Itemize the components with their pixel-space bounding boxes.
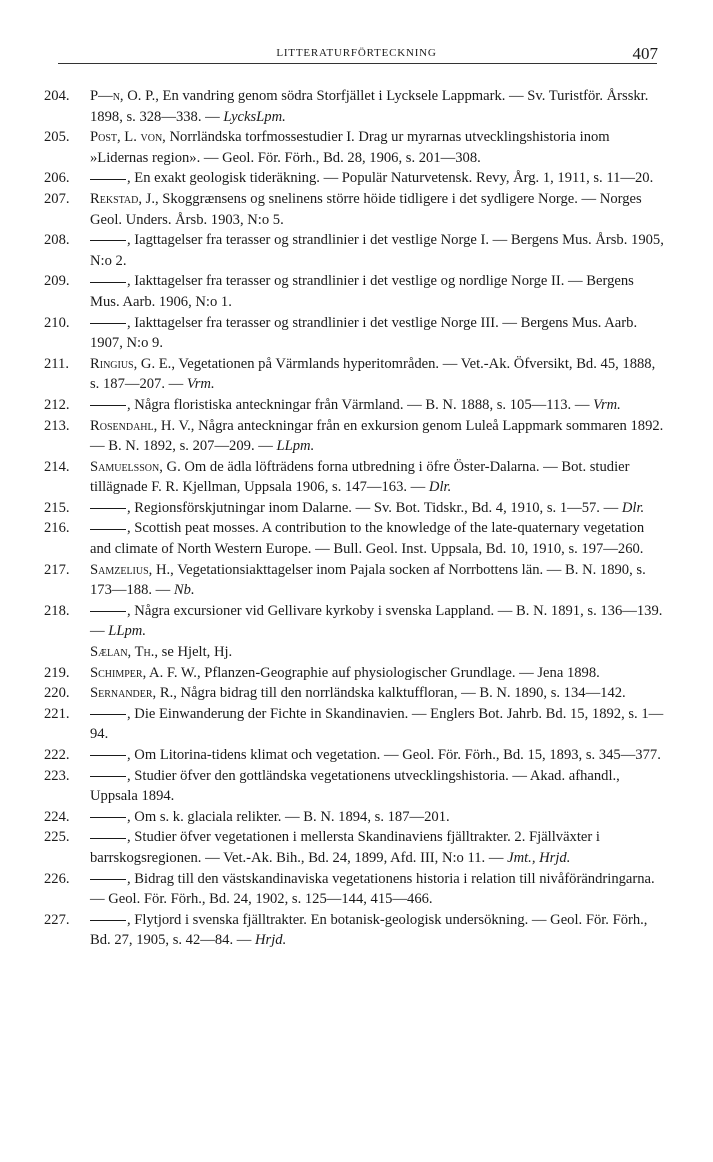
- region-abbreviation: Vrm.: [593, 396, 621, 413]
- entry-number: 212.: [44, 396, 70, 413]
- bibliography-entry: [44, 560, 664, 601]
- entry-text: Om de ädla löfträdens forna utbredning i öfre Öster-Dalarna. — Bot. studier tillägnade F. R. Kjellman, Uppsala 1906, s. 147—163. —: [90, 458, 630, 496]
- region-abbreviation: LycksLpm.: [223, 108, 286, 125]
- ditto-dash: [90, 714, 126, 715]
- entry-author: Sernander, R.,: [90, 685, 177, 702]
- bibliography-entry: [44, 869, 664, 910]
- entry-author: Rosendahl, H. V.,: [90, 417, 195, 434]
- entry-text: En vandring genom södra Storfjället i Lycksele Lappmark. — Sv. Turistför. Årsskr. 1898, s. 328—338. —: [90, 88, 649, 125]
- entry-number: 207.: [44, 190, 70, 207]
- bibliography-entry: [44, 663, 664, 684]
- entry-number: 213.: [44, 417, 70, 434]
- bibliography-entry: [44, 86, 664, 127]
- entry-text: Vegetationen på Värmlands hyperitområden. — Vet.-Ak. Öfversikt, Bd. 45, 1888, s. 187—207. —: [90, 355, 656, 393]
- entry-text: , Iakttagelser fra terasser og strandlinier i det vestlige og nordlige Norge II. — Bergens Mus. Aarb. 1906, N:o 1.: [90, 273, 634, 310]
- bibliography-entry: [44, 416, 664, 457]
- entry-text: Pflanzen-Geographie auf physiologischer Grundlage. — Jena 1898.: [200, 664, 600, 681]
- entry-author: P—n, O. P.,: [90, 88, 159, 104]
- region-abbreviation: Hrjd.: [255, 932, 287, 949]
- ditto-dash: [90, 405, 126, 406]
- entry-author: Samzelius, H.,: [90, 561, 174, 578]
- entry-text: se Hjelt, Hj.: [158, 644, 233, 661]
- bibliography-entry: [44, 518, 664, 559]
- bibliography-list: [44, 86, 664, 951]
- entry-author: Post, L. von,: [90, 129, 166, 146]
- entry-number: 222.: [44, 747, 70, 763]
- bibliography-entry: [44, 745, 664, 766]
- entry-number: 210.: [44, 314, 70, 331]
- entry-number: 217.: [44, 561, 70, 578]
- entry-number: 223.: [44, 767, 70, 784]
- bibliography-entry: [44, 313, 664, 354]
- bibliography-entry: [44, 271, 664, 312]
- bibliography-entry: [44, 807, 664, 828]
- entry-author: Ringius, G. E.,: [90, 355, 175, 372]
- entry-text: , Iagttagelser fra terasser og strandlinier i det vestlige Norge I. — Bergens Mus. Årsb. 1905, N:o 2.: [90, 232, 664, 269]
- entry-number: 224.: [44, 808, 70, 825]
- entry-text: , Om Litorina-tidens klimat och vegetation. — Geol. För. Förh., Bd. 15, 1893, s. 345—377.: [127, 747, 661, 763]
- entry-text: , Några excursioner vid Gellivare kyrkoby i svenska Lappland. — B. N. 1891, s. 136—139. —: [90, 602, 663, 640]
- entry-number: 218.: [44, 602, 70, 619]
- entry-author: Sælan, Th.,: [90, 644, 159, 661]
- bibliography-entry: [44, 168, 664, 189]
- region-abbreviation: Nb.: [173, 582, 195, 599]
- entry-author: Rekstad, J.,: [90, 190, 159, 207]
- bibliography-entry: [44, 189, 664, 230]
- entry-text: , Några floristiska anteckningar från Värmland. — B. N. 1888, s. 105—113. —: [127, 396, 590, 413]
- entry-text: Några anteckningar från en exkursion genom Luleå Lappmark sommaren 1892. — B. N. 1892, s. 207—209. —: [90, 417, 664, 455]
- region-abbreviation: Dlr.: [621, 499, 645, 516]
- entry-text: Norrländska torfmossestudier I. Drag ur myrarnas utvecklingshistoria inom »Lidernas region». — Geol. För. Förh., Bd. 28, 1906, s. 201—308.: [90, 129, 610, 166]
- entry-number: 214.: [44, 458, 70, 475]
- entry-number: 205.: [44, 129, 70, 146]
- bibliography-entry: [44, 766, 664, 807]
- bibliography-entry: [44, 910, 664, 951]
- entry-number: 215.: [44, 499, 70, 516]
- entry-text: , Bidrag till den västskandinaviska vegetationens historia i relation till nivåförändringarna. — Geol. För. Förh., Bd. 24, 1902, s. 125—144, 415—466.: [90, 870, 655, 908]
- entry-text: , Om s. k. glaciala relikter. — B. N. 1894, s. 187—201.: [127, 808, 450, 825]
- entry-number: 220.: [44, 685, 70, 702]
- entry-text: , En exakt geologisk tideräkning. — Populär Naturvetensk. Revy, Årg. 1, 1911, s. 11—20.: [127, 170, 654, 187]
- running-title: LITTERATURFÖRTECKNING: [276, 47, 437, 59]
- entry-text: , Studier öfver vegetationen i mellersta Skandinaviens fjälltrakter. 2. Fjällväxter i barrskogsregionen. — Vet.-Ak. Bih., Bd. 24, 1899, Afd. III, N:o 11. —: [90, 829, 600, 866]
- bibliography-entry: [44, 642, 664, 663]
- ditto-dash: [90, 817, 126, 818]
- bibliography-entry: [44, 395, 664, 416]
- bibliography-entry: [44, 827, 664, 868]
- entry-author: Schimper, A. F. W.,: [90, 664, 201, 681]
- entry-number: 204.: [44, 88, 70, 104]
- ditto-dash: [90, 240, 126, 241]
- entry-text: , Iakttagelser fra terasser og strandlinier i det vestlige Norge III. — Bergens Mus. Aarb. 1907, N:o 9.: [90, 314, 638, 352]
- ditto-dash: [90, 838, 126, 839]
- region-abbreviation: LLpm.: [276, 438, 315, 455]
- region-abbreviation: Vrm.: [186, 376, 215, 393]
- entry-number: 206.: [44, 170, 70, 187]
- entry-text: Vegetationsiakttagelser inom Pajala socken af Norrbottens län. — B. N. 1890, s. 173—188. —: [90, 561, 646, 599]
- bibliography-entry: [44, 683, 664, 704]
- entry-author: Samuelsson, G.: [90, 458, 181, 475]
- entry-text: , Flytjord i svenska fjälltrakter. En botanisk-geologisk undersökning. — Geol. För. Förh., Bd. 27, 1905, s. 42—84. —: [90, 911, 648, 949]
- ditto-dash: [90, 323, 126, 324]
- bibliography-entry: [44, 457, 664, 498]
- bibliography-entry: [44, 704, 664, 745]
- bibliography-entry: [44, 127, 664, 168]
- entry-text: , Die Einwanderung der Fichte in Skandinavien. — Englers Bot. Jahrb. Bd. 15, 1892, s. 1—94.: [90, 705, 664, 743]
- ditto-dash: [90, 179, 126, 180]
- bibliography-entry: [44, 230, 664, 271]
- entry-text: , Regionsförskjutningar inom Dalarne. — Sv. Bot. Tidskr., Bd. 4, 1910, s. 1—57. —: [127, 499, 619, 516]
- ditto-dash: [90, 776, 126, 777]
- ditto-dash: [90, 508, 126, 509]
- entry-text: Skoggrænsens og snelinens större höide tidligere i det sydligere Norge. — Norges Geol. Unders. Årsb. 1903, N:o 5.: [90, 190, 642, 228]
- entry-text: Några bidrag till den norrländska kalktuffloran, — B. N. 1890, s. 134—142.: [176, 685, 626, 702]
- entry-number: 227.: [44, 911, 70, 928]
- page-header: [0, 44, 713, 68]
- ditto-dash: [90, 282, 126, 283]
- entry-number: 208.: [44, 232, 70, 249]
- header-rule: [58, 63, 657, 64]
- entry-text: , Scottish peat mosses. A contribution to the knowledge of the late-quaternary vegetation and climate of North Western Europe. — Bull. Geol. Inst. Uppsala, Bd. 10, 1910, s. 197—260.: [90, 520, 645, 558]
- entry-number: 216.: [44, 520, 70, 537]
- bibliography-entry: [44, 354, 664, 395]
- ditto-dash: [90, 920, 126, 921]
- entry-number: 219.: [44, 664, 70, 681]
- ditto-dash: [90, 879, 126, 880]
- ditto-dash: [90, 755, 126, 756]
- region-abbreviation: LLpm.: [108, 623, 146, 640]
- region-abbreviation: Jmt., Hrjd.: [507, 849, 571, 866]
- entry-text: , Studier öfver den gottländska vegetationens utvecklingshistoria. — Akad. afhandl., Uppsala 1894.: [90, 767, 620, 805]
- entry-number: 209.: [44, 273, 70, 290]
- bibliography-entry: [44, 498, 664, 519]
- ditto-dash: [90, 611, 126, 612]
- entry-number: 221.: [44, 705, 70, 722]
- bibliography-entry: [44, 601, 664, 642]
- page-number: 407: [632, 44, 658, 63]
- region-abbreviation: Dlr.: [428, 479, 452, 496]
- entry-number: 225.: [44, 829, 70, 846]
- ditto-dash: [90, 529, 126, 530]
- entry-number: 211.: [44, 355, 69, 372]
- entry-number: 226.: [44, 870, 70, 887]
